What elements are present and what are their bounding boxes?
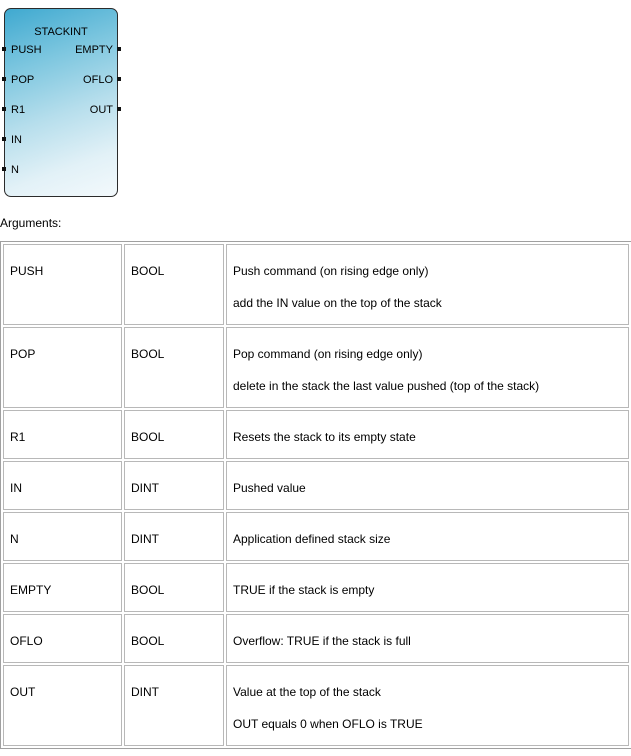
pin-connector (2, 167, 6, 171)
input-pin-r1: R1 (11, 104, 26, 116)
argument-name: IN (10, 481, 22, 495)
arguments-table (0, 241, 631, 749)
output-pin-empty: EMPTY (75, 44, 113, 56)
output-pin-oflo: OFLO (83, 74, 113, 86)
argument-description: Pop command (on rising edge only) (233, 347, 423, 361)
argument-name: PUSH (10, 264, 44, 278)
pin-connector (2, 137, 6, 141)
table-row (3, 244, 629, 325)
argument-type: BOOL (131, 634, 165, 648)
table-row (3, 665, 629, 746)
argument-description: Application defined stack size (233, 532, 391, 546)
table-row (3, 461, 629, 510)
arguments-caption: Arguments: (0, 216, 62, 230)
table-row (3, 614, 629, 663)
table-row (3, 512, 629, 561)
input-pin-push: PUSH (11, 44, 42, 56)
argument-type: DINT (131, 532, 159, 546)
argument-name: N (10, 532, 19, 546)
argument-name: OFLO (10, 634, 43, 648)
argument-type: DINT (131, 685, 159, 699)
argument-description: Overflow: TRUE if the stack is full (233, 634, 411, 648)
input-pin-pop: POP (11, 74, 35, 86)
argument-name: R1 (10, 430, 26, 444)
pin-connector (2, 77, 6, 81)
function-block (4, 8, 118, 197)
pin-connector (2, 47, 6, 51)
argument-type: BOOL (131, 264, 165, 278)
argument-type: DINT (131, 481, 159, 495)
pin-connector (117, 107, 121, 111)
argument-description: TRUE if the stack is empty (233, 583, 375, 597)
argument-name: POP (10, 347, 36, 361)
block-title: STACKINT (34, 26, 88, 38)
argument-description: Value at the top of the stack (233, 685, 381, 699)
argument-type: BOOL (131, 430, 165, 444)
input-pin-in: IN (11, 134, 22, 146)
input-pin-n: N (11, 164, 19, 176)
argument-name: EMPTY (10, 583, 52, 597)
argument-description: add the IN value on the top of the stack (233, 296, 442, 310)
table-row (3, 410, 629, 459)
argument-name: OUT (10, 685, 36, 699)
argument-description: Resets the stack to its empty state (233, 430, 416, 444)
pin-connector (117, 77, 121, 81)
table-row (3, 563, 629, 612)
pin-connector (2, 107, 6, 111)
output-pin-out: OUT (89, 104, 113, 116)
argument-type: BOOL (131, 583, 165, 597)
table-row (3, 327, 629, 408)
argument-type: BOOL (131, 347, 165, 361)
argument-description: delete in the stack the last value pushed (top of the stack) (233, 379, 540, 393)
argument-description: Push command (on rising edge only) (233, 264, 429, 278)
pin-connector (117, 47, 121, 51)
argument-description: Pushed value (233, 481, 306, 495)
argument-description: OUT equals 0 when OFLO is TRUE (233, 717, 423, 731)
